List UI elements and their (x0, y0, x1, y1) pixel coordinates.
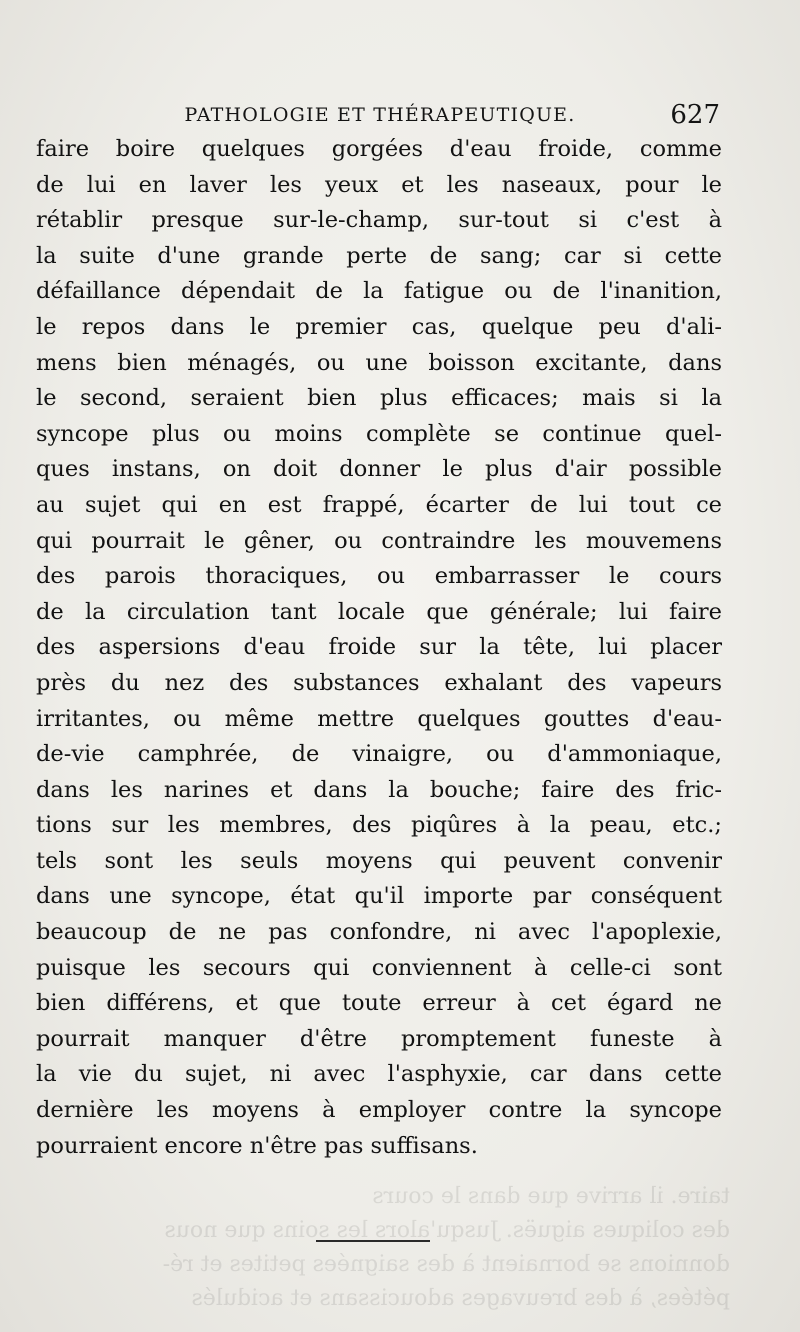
body-text (36, 132, 722, 1164)
text-line: syncope plus ou moins complète se continue quel- (36, 420, 722, 447)
text-line: près du nez des substances exhalant des vapeurs (36, 669, 722, 696)
text-line: beaucoup de ne pas confondre, ni avec l'apoplexie, (36, 919, 722, 946)
text-line: au sujet qui en est frappé, écarter de lui tout ce (36, 491, 722, 518)
text-line: dans une syncope, état qu'il importe par conséquent (36, 883, 722, 910)
text-line: de lui en laver les yeux et les naseaux, pour le (36, 171, 722, 198)
text-line: défaillance dépendait de la fatigue ou de l'inanition, (36, 278, 722, 305)
section-divider-rule (316, 1240, 430, 1242)
text-line: le second, seraient bien plus efficaces; mais si la (36, 385, 722, 412)
text-line: des aspersions d'eau froide sur la tête, lui placer (36, 634, 722, 661)
text-line: le repos dans le premier cas, quelque peu d'ali- (36, 313, 722, 340)
text-line: dans les narines et dans la bouche; faire des fric- (36, 776, 722, 803)
text-line: la suite d'une grande perte de sang; car si cette (36, 242, 722, 269)
text-line: ques instans, on doit donner le plus d'air possible (36, 456, 722, 483)
text-line: puisque les secours qui conviennent à celle-ci sont (36, 954, 722, 981)
text-line: qui pourrait le gêner, ou contraindre les mouvemens (36, 527, 722, 554)
text-line: tions sur les membres, des piqûres à la peau, etc.; (36, 812, 722, 839)
text-line: irritantes, ou même mettre quelques gouttes d'eau- (36, 705, 722, 732)
text-line: dernière les moyens à employer contre la syncope (36, 1097, 722, 1124)
text-line-last: pourraient encore n'être pas suffisans. (36, 1132, 478, 1159)
text-line: la vie du sujet, ni avec l'asphyxie, car dans cette (36, 1061, 722, 1088)
text-line: faire boire quelques gorgées d'eau froide, comme (36, 136, 722, 162)
show-through-text: taire. il arrive que dans le cours des coliques aiguës. Jusqu'alors les soins que nous donnions se bornaient à des saignées petites et ré- pétées, à des breuvages adoucissans et acidulés (162, 1184, 730, 1311)
text-line: mens bien ménagés, ou une boisson excitante, dans (36, 349, 722, 376)
text-line: rétablir presque sur-le-champ, sur-tout si c'est à (36, 207, 722, 234)
text-line: de la circulation tant locale que générale; lui faire (36, 598, 722, 625)
page-number: 627 (670, 100, 720, 130)
text-line: tels sont les seuls moyens qui peuvent convenir (36, 847, 722, 874)
running-head: PATHOLOGIE ET THÉRAPEUTIQUE. (184, 104, 576, 126)
text-line: des parois thoraciques, ou embarrasser le cours (36, 563, 722, 590)
text-line: de-vie camphrée, de vinaigre, ou d'ammoniaque, (36, 741, 722, 768)
text-line: bien différens, et que toute erreur à cet égard ne (36, 990, 722, 1017)
text-line: pourrait manquer d'être promptement funeste à (36, 1025, 722, 1052)
